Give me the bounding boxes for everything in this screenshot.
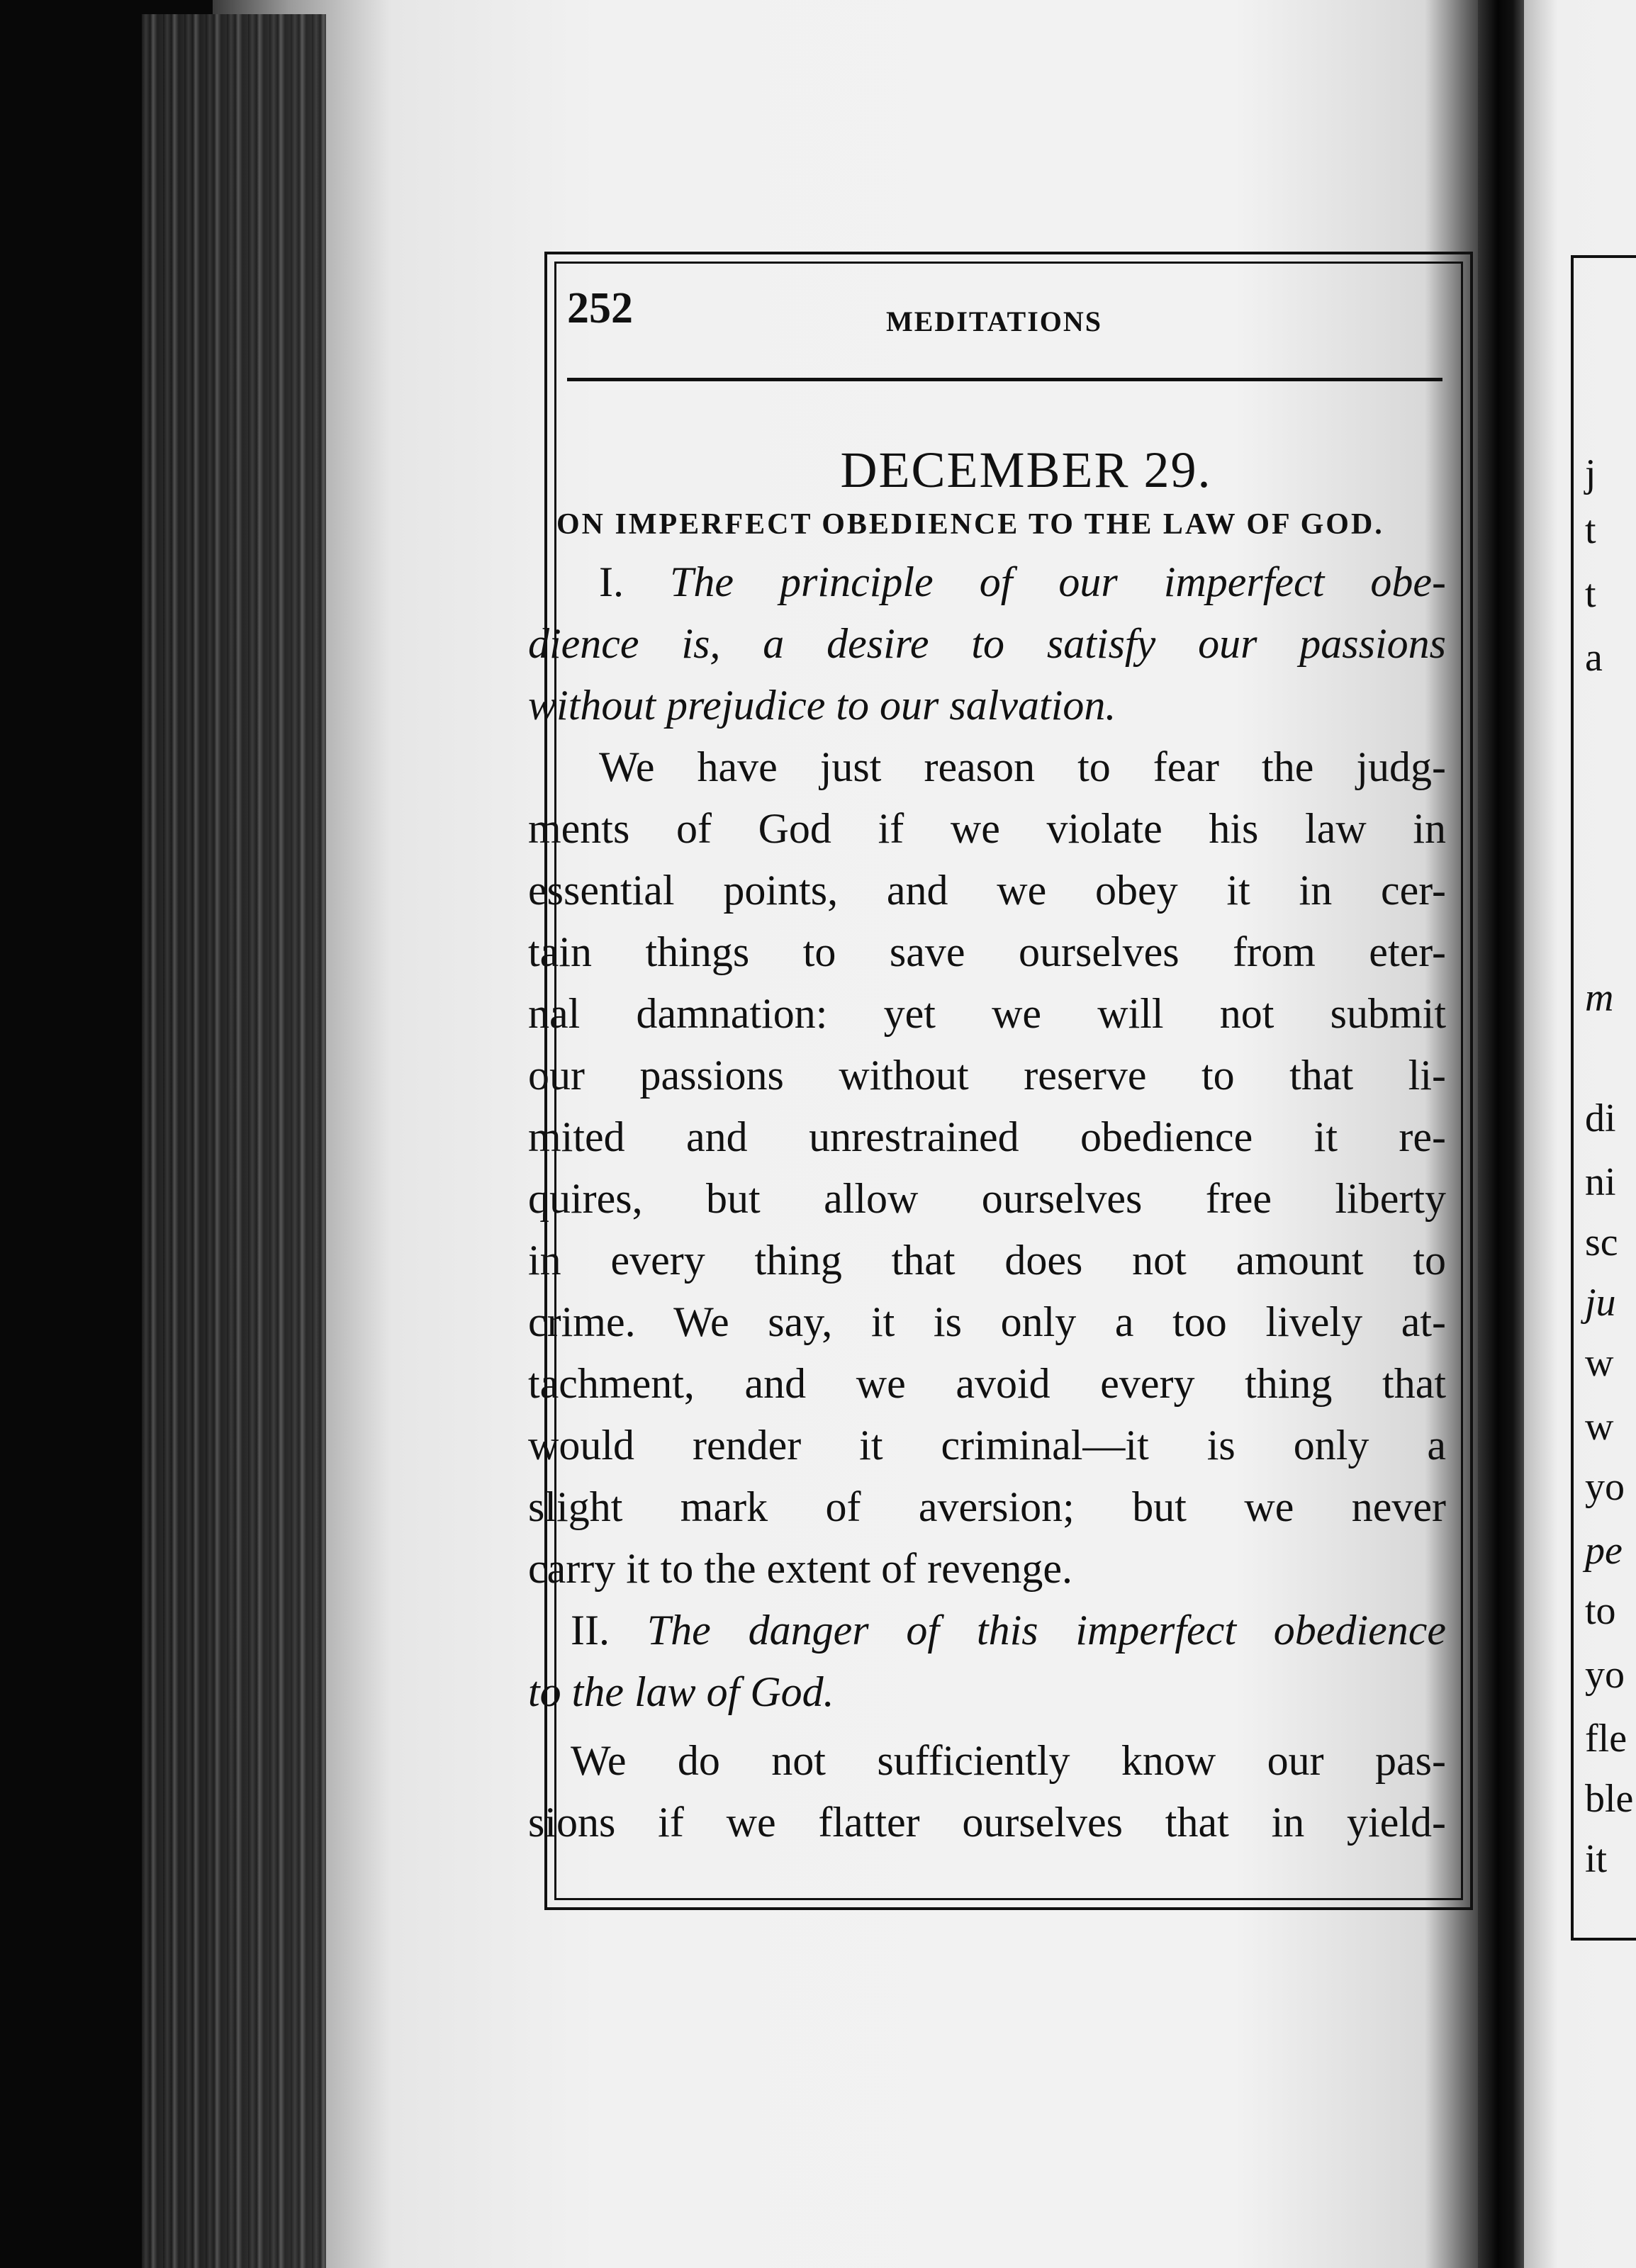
facing-text-fragment: ble [1585, 1777, 1634, 1821]
section-2-heading [528, 1600, 1446, 1723]
facing-text-fragment: w [1585, 1341, 1614, 1385]
body-line: in every thing that does not amount to [528, 1237, 1446, 1284]
entry-subject: ON IMPERFECT OBEDIENCE TO THE LAW OF GOD. [556, 508, 1384, 541]
facing-text-fragment: to [1585, 1589, 1616, 1633]
book-gutter [1478, 0, 1528, 2268]
section-1-heading-line: The principle of our imperfect obe- [670, 558, 1446, 606]
body-line: crime. We say, it is only a too lively at- [528, 1298, 1446, 1346]
body-line: tachment, and we avoid every thing that [528, 1360, 1446, 1408]
body-line: would render it criminal—it is only a [528, 1422, 1446, 1469]
facing-page [1524, 0, 1636, 2268]
section-1-numeral: I. [599, 558, 624, 606]
page-body [528, 439, 1446, 1853]
body-line: essential points, and we obey it in cer- [528, 867, 1446, 914]
body-line: our passions without reserve to that li- [528, 1052, 1446, 1099]
facing-text-fragment: ju [1585, 1281, 1616, 1325]
book-page-edges [142, 14, 326, 2268]
facing-text-fragment: yo [1585, 1465, 1625, 1509]
facing-text-fragment: j [1585, 451, 1596, 495]
body-line: sions if we flatter ourselves that in yield- [528, 1799, 1446, 1846]
entry-date-heading: DECEMBER 29. [840, 442, 1212, 498]
section-1-body [528, 736, 1446, 1600]
section-1-heading-line: dience is, a desire to satisfy our passions [528, 620, 1446, 668]
facing-text-fragment: di [1585, 1096, 1616, 1140]
section-1-heading [528, 551, 1446, 736]
section-2-body [528, 1730, 1446, 1853]
facing-text-fragment: ni [1585, 1160, 1616, 1204]
facing-text-fragment: t [1585, 508, 1596, 552]
facing-text-fragment: w [1585, 1405, 1614, 1449]
facing-text-fragment: a [1585, 636, 1603, 680]
body-line: mited and unrestrained obedience it re- [528, 1113, 1446, 1161]
body-line: ments of God if we violate his law in [528, 805, 1446, 853]
facing-text-fragment: sc [1585, 1220, 1618, 1264]
section-1-heading-line: without prejudice to our salvation. [528, 682, 1116, 729]
section-2-heading-line: to the law of God. [528, 1668, 834, 1716]
header-rule [567, 378, 1442, 381]
running-title: MEDITATIONS [886, 305, 1103, 337]
facing-text-fragment: it [1585, 1837, 1608, 1881]
running-head [567, 284, 1450, 347]
page-number: 252 [567, 284, 633, 332]
section-2-numeral: II. [571, 1607, 610, 1654]
section-2-heading-line: The danger of this imperfect obedience [646, 1607, 1447, 1654]
body-line: quires, but allow ourselves free liberty [528, 1175, 1446, 1223]
facing-text-fragment: yo [1585, 1653, 1625, 1697]
facing-text-fragment: pe [1585, 1529, 1623, 1573]
body-line: carry it to the extent of revenge. [528, 1545, 1072, 1593]
body-line: We have just reason to fear the judg- [599, 743, 1446, 791]
body-line: We do not sufficiently know our pas- [571, 1737, 1446, 1785]
body-line: slight mark of aversion; but we never [528, 1483, 1446, 1531]
facing-text-fragment: m [1585, 976, 1614, 1020]
facing-text-fragment: t [1585, 572, 1596, 616]
facing-text-fragment: fle [1585, 1717, 1627, 1761]
body-line: tain things to save ourselves from eter- [528, 928, 1446, 976]
body-line: nal damnation: yet we will not submit [528, 990, 1446, 1038]
